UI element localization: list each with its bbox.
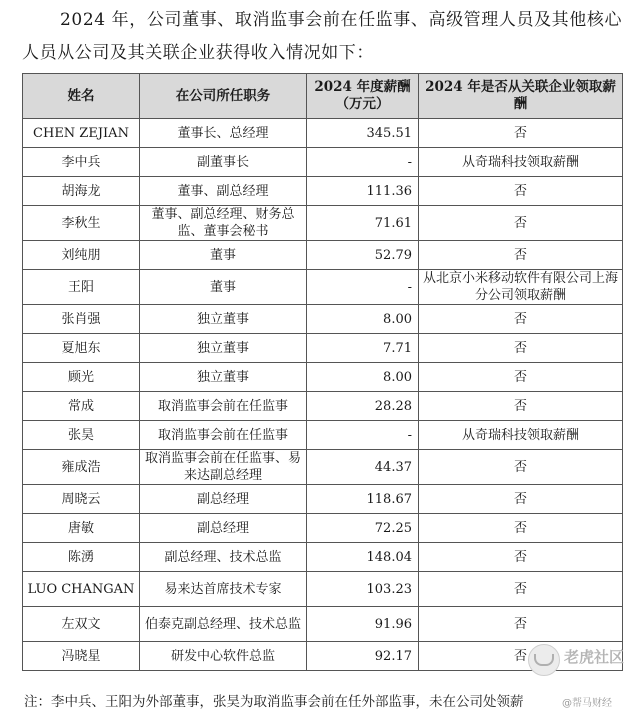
cell-name: 雍成浩 <box>23 450 140 485</box>
cell-name: 张昊 <box>23 421 140 450</box>
table-row <box>23 334 623 363</box>
table-row <box>23 450 623 485</box>
cell-position: 研发中心软件总监 <box>140 642 307 671</box>
cell-name: 顾光 <box>23 363 140 392</box>
cell-name: 左双文 <box>23 607 140 642</box>
cell-name: 刘纯朋 <box>23 241 140 270</box>
table-row <box>23 305 623 334</box>
cell-salary: - <box>307 270 419 305</box>
cell-related: 否 <box>419 241 623 270</box>
table-row <box>23 177 623 206</box>
cell-salary: 111.36 <box>307 177 419 206</box>
table-row <box>23 241 623 270</box>
cell-salary: 8.00 <box>307 305 419 334</box>
cell-position: 独立董事 <box>140 305 307 334</box>
table-row <box>23 363 623 392</box>
watermark-sub: @帮马财经 <box>562 698 612 709</box>
table-row <box>23 148 623 177</box>
cell-position: 董事、副总经理 <box>140 177 307 206</box>
cell-name: 常成 <box>23 392 140 421</box>
table-row <box>23 206 623 241</box>
table-row <box>23 119 623 148</box>
cell-related: 从奇瑞科技领取薪酬 <box>419 421 623 450</box>
table-row <box>23 485 623 514</box>
tiger-logo-icon <box>528 644 560 676</box>
cell-position: 董事长、总经理 <box>140 119 307 148</box>
cell-related: 否 <box>419 363 623 392</box>
cell-related: 否 <box>419 177 623 206</box>
cell-related: 否 <box>419 514 623 543</box>
cell-salary: 91.96 <box>307 607 419 642</box>
cell-related: 否 <box>419 334 623 363</box>
cell-name: 陈湧 <box>23 543 140 572</box>
cell-name: 冯晓星 <box>23 642 140 671</box>
cell-salary: 71.61 <box>307 206 419 241</box>
cell-position: 易来达首席技术专家 <box>140 572 307 607</box>
cell-related: 否 <box>419 572 623 607</box>
header-position: 在公司所任职务 <box>140 74 307 119</box>
watermark-brand: 老虎社区 <box>564 648 625 666</box>
cell-name: 周晓云 <box>23 485 140 514</box>
table-header-row <box>23 74 623 119</box>
cell-position: 独立董事 <box>140 363 307 392</box>
cell-position: 取消监事会前在任监事 <box>140 421 307 450</box>
cell-name: 张肖强 <box>23 305 140 334</box>
cell-salary: 118.67 <box>307 485 419 514</box>
cell-related: 否 <box>419 485 623 514</box>
table-row <box>23 421 623 450</box>
cell-salary: - <box>307 421 419 450</box>
cell-salary: 52.79 <box>307 241 419 270</box>
cell-position: 副总经理、技术总监 <box>140 543 307 572</box>
table-row <box>23 543 623 572</box>
cell-position: 副总经理 <box>140 514 307 543</box>
header-related: 2024 年是否从关联企业领取薪酬 <box>419 74 623 119</box>
cell-related: 否 <box>419 305 623 334</box>
intro-paragraph: 2024 年，公司董事、取消监事会前在任监事、高级管理人员及其他核心人员从公司及其关联企业获得收入情况如下： <box>22 10 623 63</box>
cell-related: 否 <box>419 119 623 148</box>
cell-salary: 148.04 <box>307 543 419 572</box>
cell-related: 从北京小米移动软件有限公司上海分公司领取薪酬 <box>419 270 623 305</box>
cell-related: 从奇瑞科技领取薪酬 <box>419 148 623 177</box>
cell-name: 李秋生 <box>23 206 140 241</box>
cell-related: 否 <box>419 543 623 572</box>
cell-salary: 92.17 <box>307 642 419 671</box>
cell-related: 否 <box>419 607 623 642</box>
cell-salary: 8.00 <box>307 363 419 392</box>
cell-salary: 7.71 <box>307 334 419 363</box>
table-row <box>23 270 623 305</box>
header-salary: 2024 年度薪酬（万元） <box>307 74 419 119</box>
cell-salary: 72.25 <box>307 514 419 543</box>
cell-name: 唐敏 <box>23 514 140 543</box>
cell-related: 否 <box>419 392 623 421</box>
cell-position: 董事 <box>140 241 307 270</box>
cell-related: 否 <box>419 206 623 241</box>
cell-salary: 103.23 <box>307 572 419 607</box>
cell-salary: 345.51 <box>307 119 419 148</box>
table-row <box>23 392 623 421</box>
cell-position: 独立董事 <box>140 334 307 363</box>
cell-name: LUO CHANGAN <box>23 572 140 607</box>
cell-position: 副总经理 <box>140 485 307 514</box>
cell-name: 夏旭东 <box>23 334 140 363</box>
cell-position: 取消监事会前在任监事 <box>140 392 307 421</box>
cell-position: 取消监事会前在任监事、易来达副总经理 <box>140 450 307 485</box>
cell-salary: - <box>307 148 419 177</box>
cell-name: 王阳 <box>23 270 140 305</box>
cell-name: 胡海龙 <box>23 177 140 206</box>
cell-position: 董事、副总经理、财务总监、董事会秘书 <box>140 206 307 241</box>
cell-related: 否 <box>419 450 623 485</box>
cell-position: 伯泰克副总经理、技术总监 <box>140 607 307 642</box>
cell-salary: 44.37 <box>307 450 419 485</box>
cell-salary: 28.28 <box>307 392 419 421</box>
table-row <box>23 572 623 607</box>
table-row <box>23 514 623 543</box>
cell-position: 董事 <box>140 270 307 305</box>
cell-name: 李中兵 <box>23 148 140 177</box>
cell-position: 副董事长 <box>140 148 307 177</box>
table-row <box>23 607 623 642</box>
compensation-table <box>22 73 623 671</box>
cell-name: CHEN ZEJIAN <box>23 119 140 148</box>
cell-related: 否 <box>419 642 623 671</box>
footnote: 注：李中兵、王阳为外部董事，张昊为取消监事会前在任外部监事，未在公司处领薪 <box>24 694 524 710</box>
header-name: 姓名 <box>23 74 140 119</box>
